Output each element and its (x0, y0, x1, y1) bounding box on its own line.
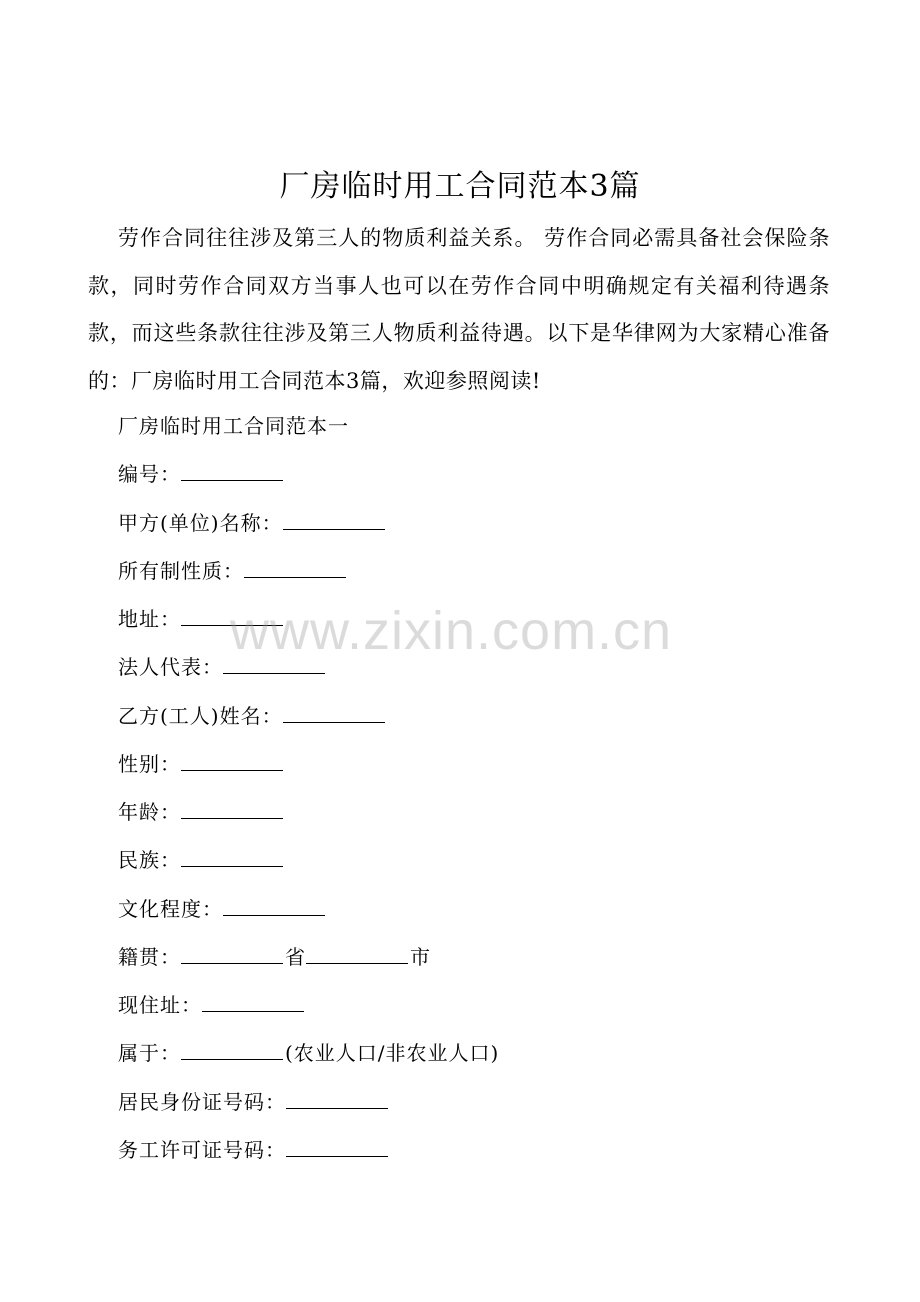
blank-line (286, 1138, 388, 1157)
field-label: 民族： (118, 848, 181, 872)
city-label: 市 (410, 945, 431, 969)
blank-line (181, 848, 283, 867)
blank-line (306, 945, 408, 964)
field-id-number (118, 1086, 390, 1118)
field-label: 籍贯： (118, 945, 181, 969)
blank-line (223, 897, 325, 916)
field-label: 法人代表： (118, 655, 223, 679)
field-label: 编号： (118, 462, 181, 486)
watermark: www.zixin.com.cn (230, 601, 673, 661)
blank-line (202, 993, 304, 1012)
field-label: 所有制性质： (118, 559, 244, 583)
field-native-place (118, 941, 431, 973)
blank-line (223, 655, 325, 674)
field-label: 务工许可证号码： (118, 1138, 286, 1162)
blank-line (181, 800, 283, 819)
blank-line (181, 462, 283, 481)
household-type-note: (农业人口/非农业人口) (285, 1041, 500, 1065)
field-label: 年龄： (118, 800, 181, 824)
field-label: 属于： (118, 1041, 181, 1065)
field-education (118, 893, 327, 925)
field-party-a-name (118, 507, 387, 539)
field-party-b-name (118, 700, 387, 732)
blank-line (181, 945, 283, 964)
field-label: 现住址： (118, 993, 202, 1017)
field-label: 甲方(单位)名称： (118, 511, 283, 535)
field-label: 乙方(工人)姓名： (118, 704, 283, 728)
field-address (118, 603, 285, 635)
blank-line (244, 559, 346, 578)
field-ethnicity (118, 844, 285, 876)
field-serial-no (118, 458, 285, 490)
section-heading: 厂房临时用工合同范本一 (118, 414, 349, 438)
field-ownership (118, 555, 348, 587)
blank-line (283, 704, 385, 723)
blank-line (181, 752, 283, 771)
blank-line (283, 511, 385, 530)
field-belongs-to (118, 1037, 499, 1069)
field-current-address (118, 989, 306, 1021)
province-label: 省 (285, 945, 306, 969)
field-label: 性别： (118, 752, 181, 776)
blank-line (181, 607, 283, 626)
field-gender (118, 748, 285, 780)
field-work-permit (118, 1134, 390, 1166)
field-label: 地址： (118, 607, 181, 631)
blank-line (286, 1090, 388, 1109)
blank-line (181, 1041, 283, 1060)
field-label: 文化程度： (118, 897, 223, 921)
field-legal-rep (118, 651, 327, 683)
intro-paragraph: 劳作合同往往涉及第三人的物质利益关系。 劳作合同必需具备社会保险条款，同时劳作合同双方当事人也可以在劳作合同中明确规定有关福利待遇条款，而这些条款往往涉及第三人物质利益待遇。以下是华律网为大家精心准备的：厂房临时用工合同范本3篇，欢迎参照阅读! (88, 226, 830, 393)
document-title: 厂房临时用工合同范本3篇 (279, 169, 641, 204)
field-age (118, 796, 285, 828)
field-label: 居民身份证号码： (118, 1090, 286, 1114)
